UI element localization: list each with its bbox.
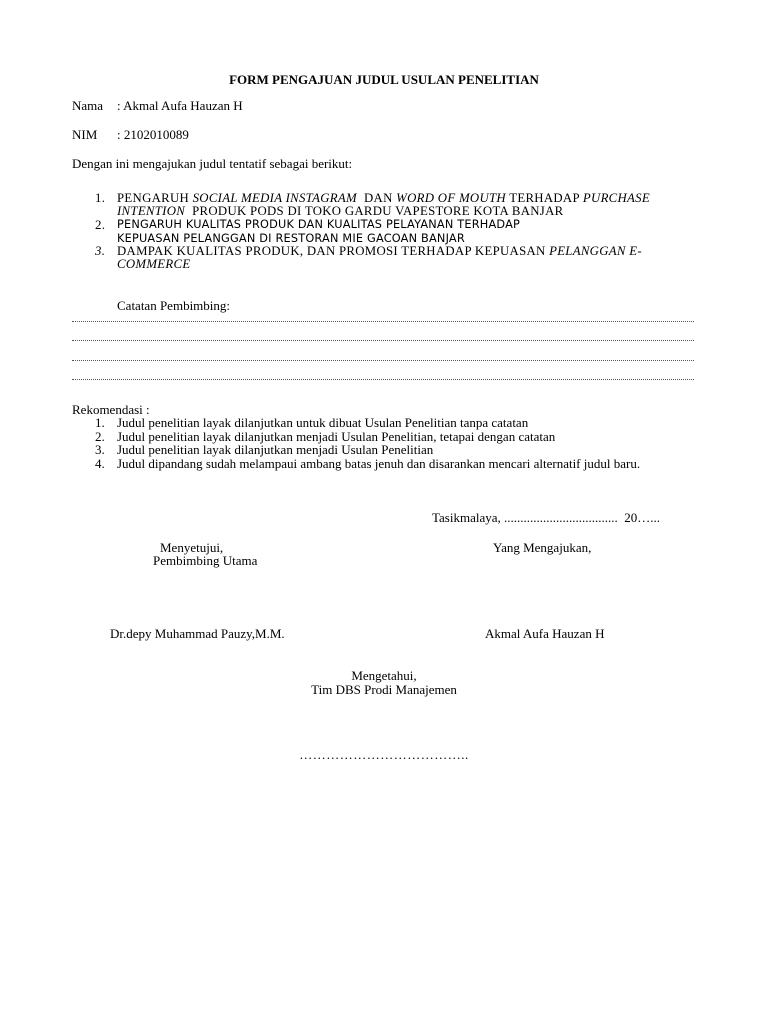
text-span: PELANGGAN E- xyxy=(549,244,642,258)
recommendation-label: Rekomendasi : xyxy=(72,402,150,417)
title-1-line-2 xyxy=(117,205,697,218)
item-number: 3. xyxy=(95,442,105,457)
list-item xyxy=(72,192,697,218)
title-2-line-1: PENGARUH KUALITAS PRODUK DAN KUALITAS PELAYANAN TERHADAP xyxy=(117,218,521,231)
proposed-titles-list xyxy=(72,192,697,271)
intro-text: Dengan ini mengajukan judul tentatif sebagai berikut: xyxy=(72,156,353,171)
text-span: DAN xyxy=(357,191,397,205)
list-item xyxy=(72,443,696,457)
item-number: 3. xyxy=(95,244,106,258)
notes-dotted-line xyxy=(72,321,694,322)
form-title: FORM PENGAJUAN JUDUL USULAN PENELITIAN xyxy=(229,72,539,87)
nim-label: NIM xyxy=(72,127,98,142)
text-span: DAMPAK KUALITAS PRODUK, DAN PROMOSI TERHADAP KEPUASAN xyxy=(117,244,550,258)
text-span: PRODUK PODS DI TOKO GARDU VAPESTORE KOTA BANJAR xyxy=(185,204,564,218)
item-number: 2. xyxy=(95,217,106,232)
applicant-label: Yang Mengajukan, xyxy=(493,540,592,555)
list-item xyxy=(72,416,696,430)
text-span: COMMERCE xyxy=(117,257,191,271)
text-span: TERHADAP xyxy=(505,191,583,205)
item-number: 1. xyxy=(95,191,106,205)
list-item xyxy=(72,218,697,245)
recommendation-text: Judul penelitian layak dilanjutkan untuk dibuat Usulan Penelitian tanpa catatan xyxy=(117,415,529,430)
name-value: : Akmal Aufa Hauzan H xyxy=(117,98,243,113)
recommendation-list xyxy=(72,416,696,470)
title-3-line-1 xyxy=(117,245,697,258)
signature-line: ……………………………….. xyxy=(299,747,469,762)
nim-value: : 2102010089 xyxy=(117,127,189,142)
item-number: 4. xyxy=(95,455,105,471)
list-item xyxy=(72,457,696,471)
approval-label: Menyetujui, xyxy=(160,540,224,555)
list-item xyxy=(72,245,697,271)
text-span: WORD OF MOUTH xyxy=(396,191,506,205)
text-span: INTENTION xyxy=(117,204,186,218)
title-2-line-2: KEPUASAN PELANGGAN DI RESTORAN MIE GACOAN BANJAR xyxy=(117,231,465,245)
notes-dotted-line xyxy=(72,360,694,361)
text-span: PENGARUH xyxy=(117,191,193,205)
applicant-name: Akmal Aufa Hauzan H xyxy=(485,626,605,641)
acknowledge-team: Tim DBS Prodi Manajemen xyxy=(311,682,457,697)
item-number: 1. xyxy=(95,415,105,430)
recommendation-text: Judul penelitian layak dilanjutkan menjadi Usulan Penelitian xyxy=(117,442,434,457)
list-item xyxy=(72,430,696,444)
title-3-line-2 xyxy=(117,258,697,271)
text-span: SOCIAL MEDIA INSTAGRAM xyxy=(192,191,357,205)
supervisor-name: Dr.depy Muhammad Pauzy,M.M. xyxy=(110,626,285,641)
text-span: PURCHASE xyxy=(582,191,650,205)
item-number: 2. xyxy=(95,428,105,444)
acknowledge-label: Mengetahui, xyxy=(351,668,417,683)
place-date: Tasikmalaya, ................................... 20…... xyxy=(432,510,661,525)
recommendation-text: Judul penelitian layak dilanjutkan menjadi Usulan Penelitian, tetapai dengan catatan xyxy=(117,428,556,444)
supervisor-notes-label: Catatan Pembimbing: xyxy=(117,298,231,313)
supervisor-role: Pembimbing Utama xyxy=(153,553,258,568)
recommendation-text: Judul dipandang sudah melampaui ambang batas jenuh dan disarankan mencari alternatif judul baru. xyxy=(117,455,641,471)
notes-dotted-line xyxy=(72,340,694,341)
name-label: Nama xyxy=(72,98,104,113)
notes-dotted-line xyxy=(72,379,694,380)
